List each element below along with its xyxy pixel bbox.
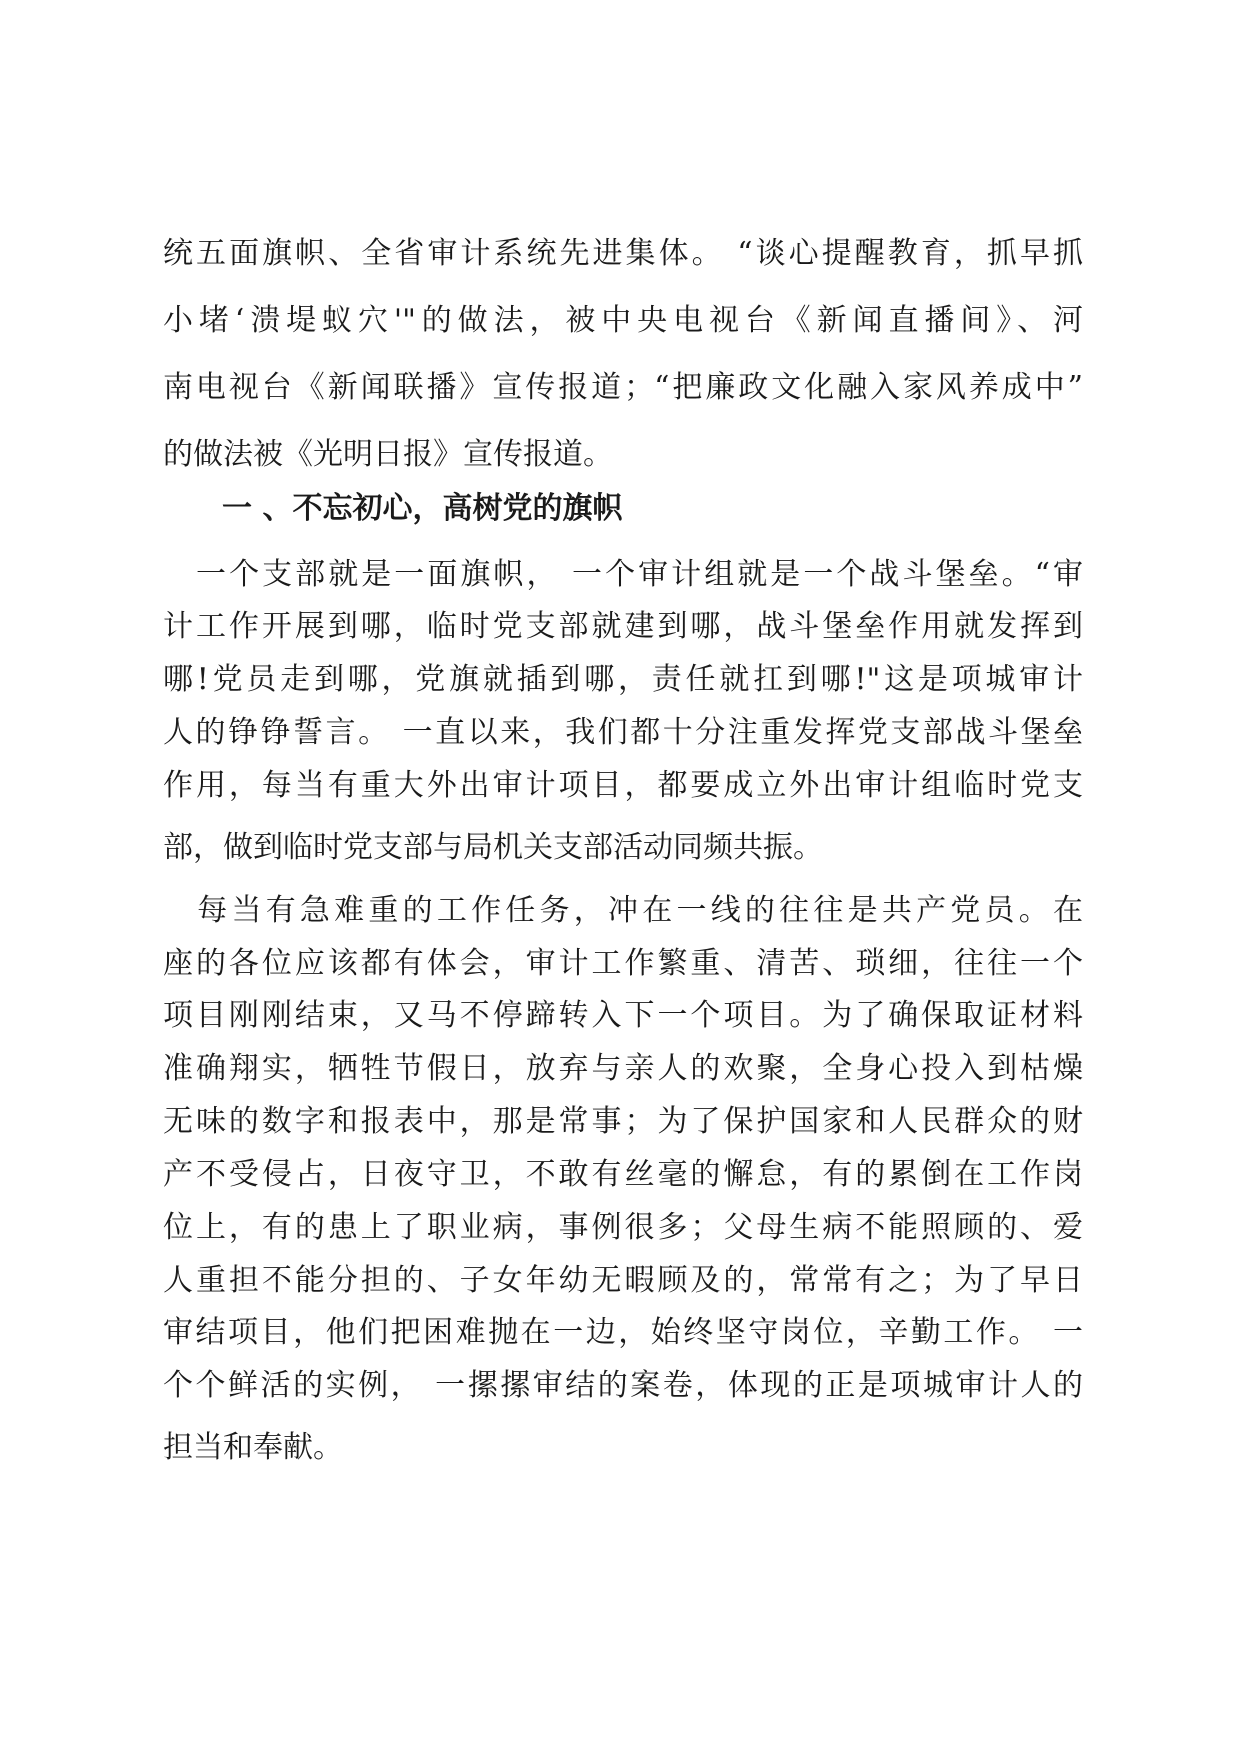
paragraph2-line-3: 项目刚刚结束，又马不停蹄转入下一个项目。为了确保取证材料 <box>163 998 1083 1033</box>
intro-line-2: 小堵‘溃堤蚁穴'"的做法，被中央电视台《新闻直播间》、河 <box>163 303 1083 338</box>
intro-line-4: 的做法被《光明日报》宣传报道。 <box>163 437 613 472</box>
paragraph2-line-4: 准确翔实，牺牲节假日，放弃与亲人的欢聚，全身心投入到枯燥 <box>163 1051 1083 1086</box>
paragraph2-line-2: 座的各位应该都有体会，审计工作繁重、清苦、琐细，往往一个 <box>163 946 1083 981</box>
intro-line-3: 南电视台《新闻联播》宣传报道；“把廉政文化融入家风养成中” <box>163 370 1083 405</box>
paragraph2-line-8: 人重担不能分担的、子女年幼无暇顾及的，常常有之；为了早日 <box>163 1263 1083 1298</box>
paragraph1-line-1: 一个支部就是一面旗帜， 一个审计组就是一个战斗堡垒。“审 <box>163 557 1083 592</box>
paragraph2-line-5: 无味的数字和报表中，那是常事；为了保护国家和人民群众的财 <box>163 1104 1083 1139</box>
paragraph1-line-4: 人的铮铮誓言。 一直以来，我们都十分注重发挥党支部战斗堡垒 <box>163 715 1083 750</box>
paragraph1-line-2: 计工作开展到哪，临时党支部就建到哪，战斗堡垒作用就发挥到 <box>163 609 1083 644</box>
section-heading: 一 、不忘初心，高树党的旗帜 <box>222 491 623 526</box>
paragraph1-line-5: 作用，每当有重大外出审计项目，都要成立外出审计组临时党支 <box>163 768 1083 803</box>
paragraph2-line-9: 审结项目，他们把困难抛在一边，始终坚守岗位，辛勤工作。 一 <box>163 1315 1083 1350</box>
paragraph2-line-6: 产不受侵占，日夜守卫，不敢有丝毫的懈怠，有的累倒在工作岗 <box>163 1157 1083 1192</box>
paragraph2-line-1: 每当有急难重的工作任务，冲在一线的往往是共产党员。在 <box>163 893 1083 928</box>
paragraph1-line-3: 哪!党员走到哪，党旗就插到哪，责任就扛到哪!"这是项城审计 <box>163 662 1083 697</box>
paragraph2-line-10: 个个鲜活的实例， 一摞摞审结的案卷，体现的正是项城审计人的 <box>163 1368 1083 1403</box>
intro-line-1: 统五面旗帜、全省审计系统先进集体。 “谈心提醒教育，抓早抓 <box>163 236 1083 271</box>
paragraph2-line-11: 担当和奉献。 <box>163 1430 343 1465</box>
paragraph2-line-7: 位上，有的患上了职业病，事例很多；父母生病不能照顾的、爱 <box>163 1210 1083 1245</box>
paragraph1-line-6: 部，做到临时党支部与局机关支部活动同频共振。 <box>163 830 823 865</box>
